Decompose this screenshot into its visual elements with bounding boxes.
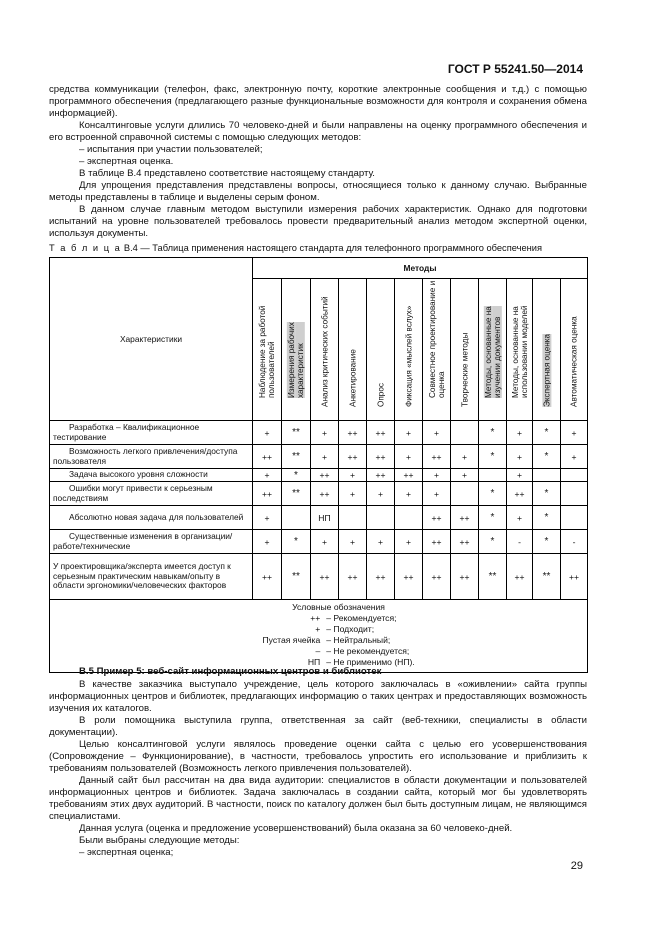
- value-cell: ++: [451, 506, 479, 530]
- paragraph: Для упрощения представления представлены вопросы, относящиеся только к данному случаю. Выбранные методы представлены в таблице и выделены серым фоном.: [49, 180, 587, 203]
- value-cell: ++: [451, 530, 479, 554]
- caption-prefix: Т а б л и ц а: [49, 243, 122, 253]
- legend: [222, 602, 415, 668]
- value-cell: +: [507, 506, 533, 530]
- value-cell: *: [479, 445, 507, 469]
- method-name-line: Анализ критических событий: [319, 296, 329, 407]
- table-row: [50, 482, 588, 506]
- value-cell: *: [479, 506, 507, 530]
- method-header-cell: [311, 279, 339, 421]
- characteristic-cell: Существенные изменения в организации/работе/технические: [50, 530, 253, 554]
- characteristic-cell: Задача высокого уровня сложности: [50, 469, 253, 482]
- characteristic-cell: Разработка – Квалификационное тестирование: [50, 421, 253, 445]
- value-cell: [339, 506, 367, 530]
- method-header-cell: [507, 279, 533, 421]
- method-name-line: Фиксация «мыслей вслух»: [403, 305, 413, 407]
- method-name-line: характеристик: [296, 322, 305, 398]
- value-cell: ++: [423, 445, 451, 469]
- value-cell: +: [339, 469, 367, 482]
- value-cell: +: [339, 482, 367, 506]
- value-cell: ++: [561, 554, 588, 600]
- table-row: [50, 421, 588, 445]
- bullet-item: – испытания при участии пользователей;: [79, 144, 263, 155]
- methods-header-cell: Методы: [253, 258, 588, 279]
- value-cell: +: [423, 421, 451, 445]
- value-cell: **: [479, 554, 507, 600]
- value-cell: +: [311, 445, 339, 469]
- value-cell: ++: [423, 506, 451, 530]
- table-row: [50, 445, 588, 469]
- value-cell: +: [367, 530, 395, 554]
- characteristic-cell: Ошибки могут привести к серьезным последствиям: [50, 482, 253, 506]
- table-row: [50, 469, 588, 482]
- value-cell: +: [451, 469, 479, 482]
- value-cell: *: [479, 421, 507, 445]
- value-cell: +: [253, 506, 282, 530]
- method-name: [483, 306, 501, 398]
- method-name-line: Совместное проектирование и: [427, 280, 437, 398]
- value-cell: +: [395, 482, 423, 506]
- value-cell: ++: [507, 554, 533, 600]
- method-name-line: Автоматическая оценка: [569, 316, 579, 407]
- section-text: [49, 679, 587, 859]
- value-cell: [451, 482, 479, 506]
- method-name: [427, 280, 445, 397]
- page-number: 29: [570, 860, 583, 872]
- method-name-line: Анкетирование: [347, 348, 357, 407]
- method-name-line: Экспертная оценка: [541, 333, 551, 407]
- value-cell: +: [507, 421, 533, 445]
- method-header-cell: [479, 279, 507, 421]
- method-name: [460, 332, 469, 406]
- method-header-cell: [367, 279, 395, 421]
- characteristic-cell: У проектировщика/эксперта имеется доступ к серьезным практическим навыкам/опыту в области эргономики/человеческих факторов: [50, 554, 253, 600]
- bullet-item: – экспертная оценка.: [79, 156, 174, 167]
- value-cell: ++: [367, 421, 395, 445]
- method-header-cell: [561, 279, 588, 421]
- table-row: [50, 530, 588, 554]
- legend-value: – Не применимо (НП).: [326, 657, 415, 667]
- characteristic-cell: Абсолютно новая задача для пользователей: [50, 506, 253, 530]
- legend-key: +: [315, 624, 321, 634]
- legend-cell: [50, 600, 588, 673]
- value-cell: **: [282, 421, 311, 445]
- value-cell: +: [253, 469, 282, 482]
- value-cell: НП: [311, 506, 339, 530]
- value-cell: *: [533, 482, 561, 506]
- value-cell: ++: [395, 554, 423, 600]
- value-cell: [451, 421, 479, 445]
- paragraph: средства коммуникации (телефон, факс, электронную почту, короткие электронные сообщения и т.д.) с помощью программного обеспечения (предлагающего разные функциональные возможности для контроля и сохранения обмена информацией).: [49, 84, 587, 119]
- method-name: [376, 383, 385, 407]
- method-name: [542, 334, 551, 407]
- method-header-cell: [253, 279, 282, 421]
- value-cell: [561, 506, 588, 530]
- value-cell: -: [507, 530, 533, 554]
- paragraph: В качестве заказчика выступало учреждение, цель которого заключалась в «оживлении» сайта группы информационных центров и библиотек, предлагающих информацию о таких центрах и предоставляющих возможность изучения их каталогов.: [49, 679, 587, 714]
- value-cell: [533, 469, 561, 482]
- value-cell: ++: [507, 482, 533, 506]
- paragraph: Данная услуга (оценка и предложение усовершенствований) была оказана за 60 человеко-дней.: [79, 823, 513, 834]
- value-cell: +: [507, 445, 533, 469]
- method-name-line: Творческие методы: [459, 332, 469, 407]
- value-cell: +: [367, 482, 395, 506]
- value-cell: ++: [339, 421, 367, 445]
- value-cell: ++: [339, 554, 367, 600]
- value-cell: *: [533, 445, 561, 469]
- paragraph: Данный сайт был рассчитан на два вида аудитории: специалистов в области документации и пользователей информационных центров и библиотек. Задача заключалась в создании сайта, который мог бы удовлетворять требованиям этих двух аудиторий. В частности, поиск по каталогу должен был быть доступным лицам, не являющимся специалистами.: [49, 775, 587, 822]
- table-caption: [49, 243, 609, 253]
- value-cell: +: [395, 530, 423, 554]
- value-cell: +: [311, 530, 339, 554]
- method-name: [510, 305, 528, 397]
- paragraph: Целью консалтинговой услуги являлось проведение оценки сайта с целью его усовершенствования (Сопровождение – Функционирование), в частности, требовалось упростить его использование и приблизить к требованиям пользователей (Возможность легкого привлечения пользователей).: [49, 739, 587, 774]
- method-header-cell: [282, 279, 311, 421]
- legend-key: ++: [310, 613, 321, 623]
- bullet-item: – экспертная оценка;: [79, 847, 174, 858]
- value-cell: ++: [311, 469, 339, 482]
- value-cell: +: [423, 482, 451, 506]
- section-title: В.5 Пример 5: веб-сайт информационных центров и библиотек: [79, 666, 382, 677]
- value-cell: ++: [423, 554, 451, 600]
- value-cell: ++: [311, 482, 339, 506]
- method-name-line: Опрос: [375, 382, 385, 407]
- method-name-line: оценка: [436, 371, 446, 398]
- method-name: [404, 305, 413, 406]
- methods-table: [49, 257, 588, 673]
- paragraph: Консалтинговые услуги длились 70 человеко-дней и были направлены на оценку программного обеспечения и его встроенной справочной системы с помощью следующих методов:: [49, 120, 587, 143]
- value-cell: [395, 506, 423, 530]
- value-cell: +: [423, 469, 451, 482]
- value-cell: **: [533, 554, 561, 600]
- method-header-cell: [339, 279, 367, 421]
- method-name: [287, 322, 305, 398]
- value-cell: [561, 482, 588, 506]
- legend-title: Условные обозначения: [292, 602, 385, 612]
- method-name-line: изучении документов: [493, 306, 502, 398]
- method-name: [258, 305, 276, 397]
- value-cell: **: [282, 445, 311, 469]
- value-cell: ++: [367, 554, 395, 600]
- value-cell: +: [395, 421, 423, 445]
- value-cell: +: [311, 421, 339, 445]
- method-header-cell: [423, 279, 451, 421]
- method-name: [348, 349, 357, 407]
- value-cell: [282, 506, 311, 530]
- legend-item: [222, 646, 415, 657]
- table-row: [50, 554, 588, 600]
- method-name-line: Методы, основанные на: [483, 305, 493, 398]
- value-cell: **: [282, 554, 311, 600]
- value-cell: +: [253, 530, 282, 554]
- value-cell: ++: [253, 554, 282, 600]
- value-cell: *: [479, 530, 507, 554]
- value-cell: [479, 469, 507, 482]
- value-cell: ++: [367, 445, 395, 469]
- paragraph: В таблице В.4 представлено соответствие настоящему стандарту.: [79, 168, 375, 179]
- value-cell: *: [479, 482, 507, 506]
- paragraph: Были выбраны следующие методы:: [79, 835, 240, 846]
- value-cell: *: [533, 530, 561, 554]
- legend-value: – Нейтральный;: [326, 635, 391, 645]
- value-cell: ++: [253, 445, 282, 469]
- value-cell: *: [282, 469, 311, 482]
- table-row: [50, 506, 588, 530]
- legend-item: [222, 613, 415, 624]
- method-name: [569, 316, 578, 407]
- value-cell: +: [339, 530, 367, 554]
- method-header-cell: [533, 279, 561, 421]
- value-cell: *: [282, 530, 311, 554]
- legend-item: [222, 624, 415, 635]
- characteristic-cell: Возможность легкого привлечения/доступа пользователя: [50, 445, 253, 469]
- value-cell: +: [561, 445, 588, 469]
- value-cell: [561, 469, 588, 482]
- value-cell: **: [282, 482, 311, 506]
- method-name-line: пользователей: [267, 341, 277, 398]
- value-cell: *: [533, 506, 561, 530]
- value-cell: ++: [395, 469, 423, 482]
- value-cell: -: [561, 530, 588, 554]
- value-cell: *: [533, 421, 561, 445]
- method-name: [320, 296, 329, 407]
- value-cell: ++: [451, 554, 479, 600]
- caption-text: В.4 — Таблица применения настоящего стандарта для телефонного программного обеспечения: [121, 243, 542, 253]
- paragraph: В роли помощника выступила группа, ответственная за сайт (веб-техники, специалисты в области документации).: [49, 715, 587, 738]
- value-cell: +: [451, 445, 479, 469]
- method-name-line: использовании моделей: [519, 305, 529, 398]
- document-header: ГОСТ Р 55241.50—2014: [447, 62, 583, 76]
- paragraph: В данном случае главным методом выступили измерения рабочих характеристик. Однако для подготовки испытаний на уровне пользователей требовалось провести предварительный анализ методом экспертной оценки, используя документы.: [49, 204, 587, 239]
- legend-key: НП: [307, 657, 321, 667]
- value-cell: ++: [367, 469, 395, 482]
- method-name-line: Методы, основанные на: [510, 305, 520, 398]
- value-cell: +: [253, 421, 282, 445]
- method-header-cell: [395, 279, 423, 421]
- legend-value: – Не рекомендуется;: [326, 646, 410, 656]
- value-cell: +: [561, 421, 588, 445]
- legend-key: Пустая ячейка: [262, 635, 321, 645]
- value-cell: [367, 506, 395, 530]
- legend-value: – Рекомендуется;: [326, 613, 397, 623]
- method-header-cell: [451, 279, 479, 421]
- value-cell: ++: [423, 530, 451, 554]
- legend-item: [222, 635, 415, 646]
- intro-text: [49, 84, 587, 240]
- legend-key: –: [315, 646, 321, 656]
- method-name-line: Измерения рабочих: [286, 321, 296, 398]
- row-header-cell: Характеристики: [50, 258, 253, 421]
- legend-row: [50, 600, 588, 673]
- method-name-line: Наблюдение за работой: [257, 305, 267, 398]
- value-cell: ++: [311, 554, 339, 600]
- value-cell: +: [395, 445, 423, 469]
- legend-value: – Подходит;: [326, 624, 375, 634]
- value-cell: +: [507, 469, 533, 482]
- value-cell: ++: [339, 445, 367, 469]
- value-cell: ++: [253, 482, 282, 506]
